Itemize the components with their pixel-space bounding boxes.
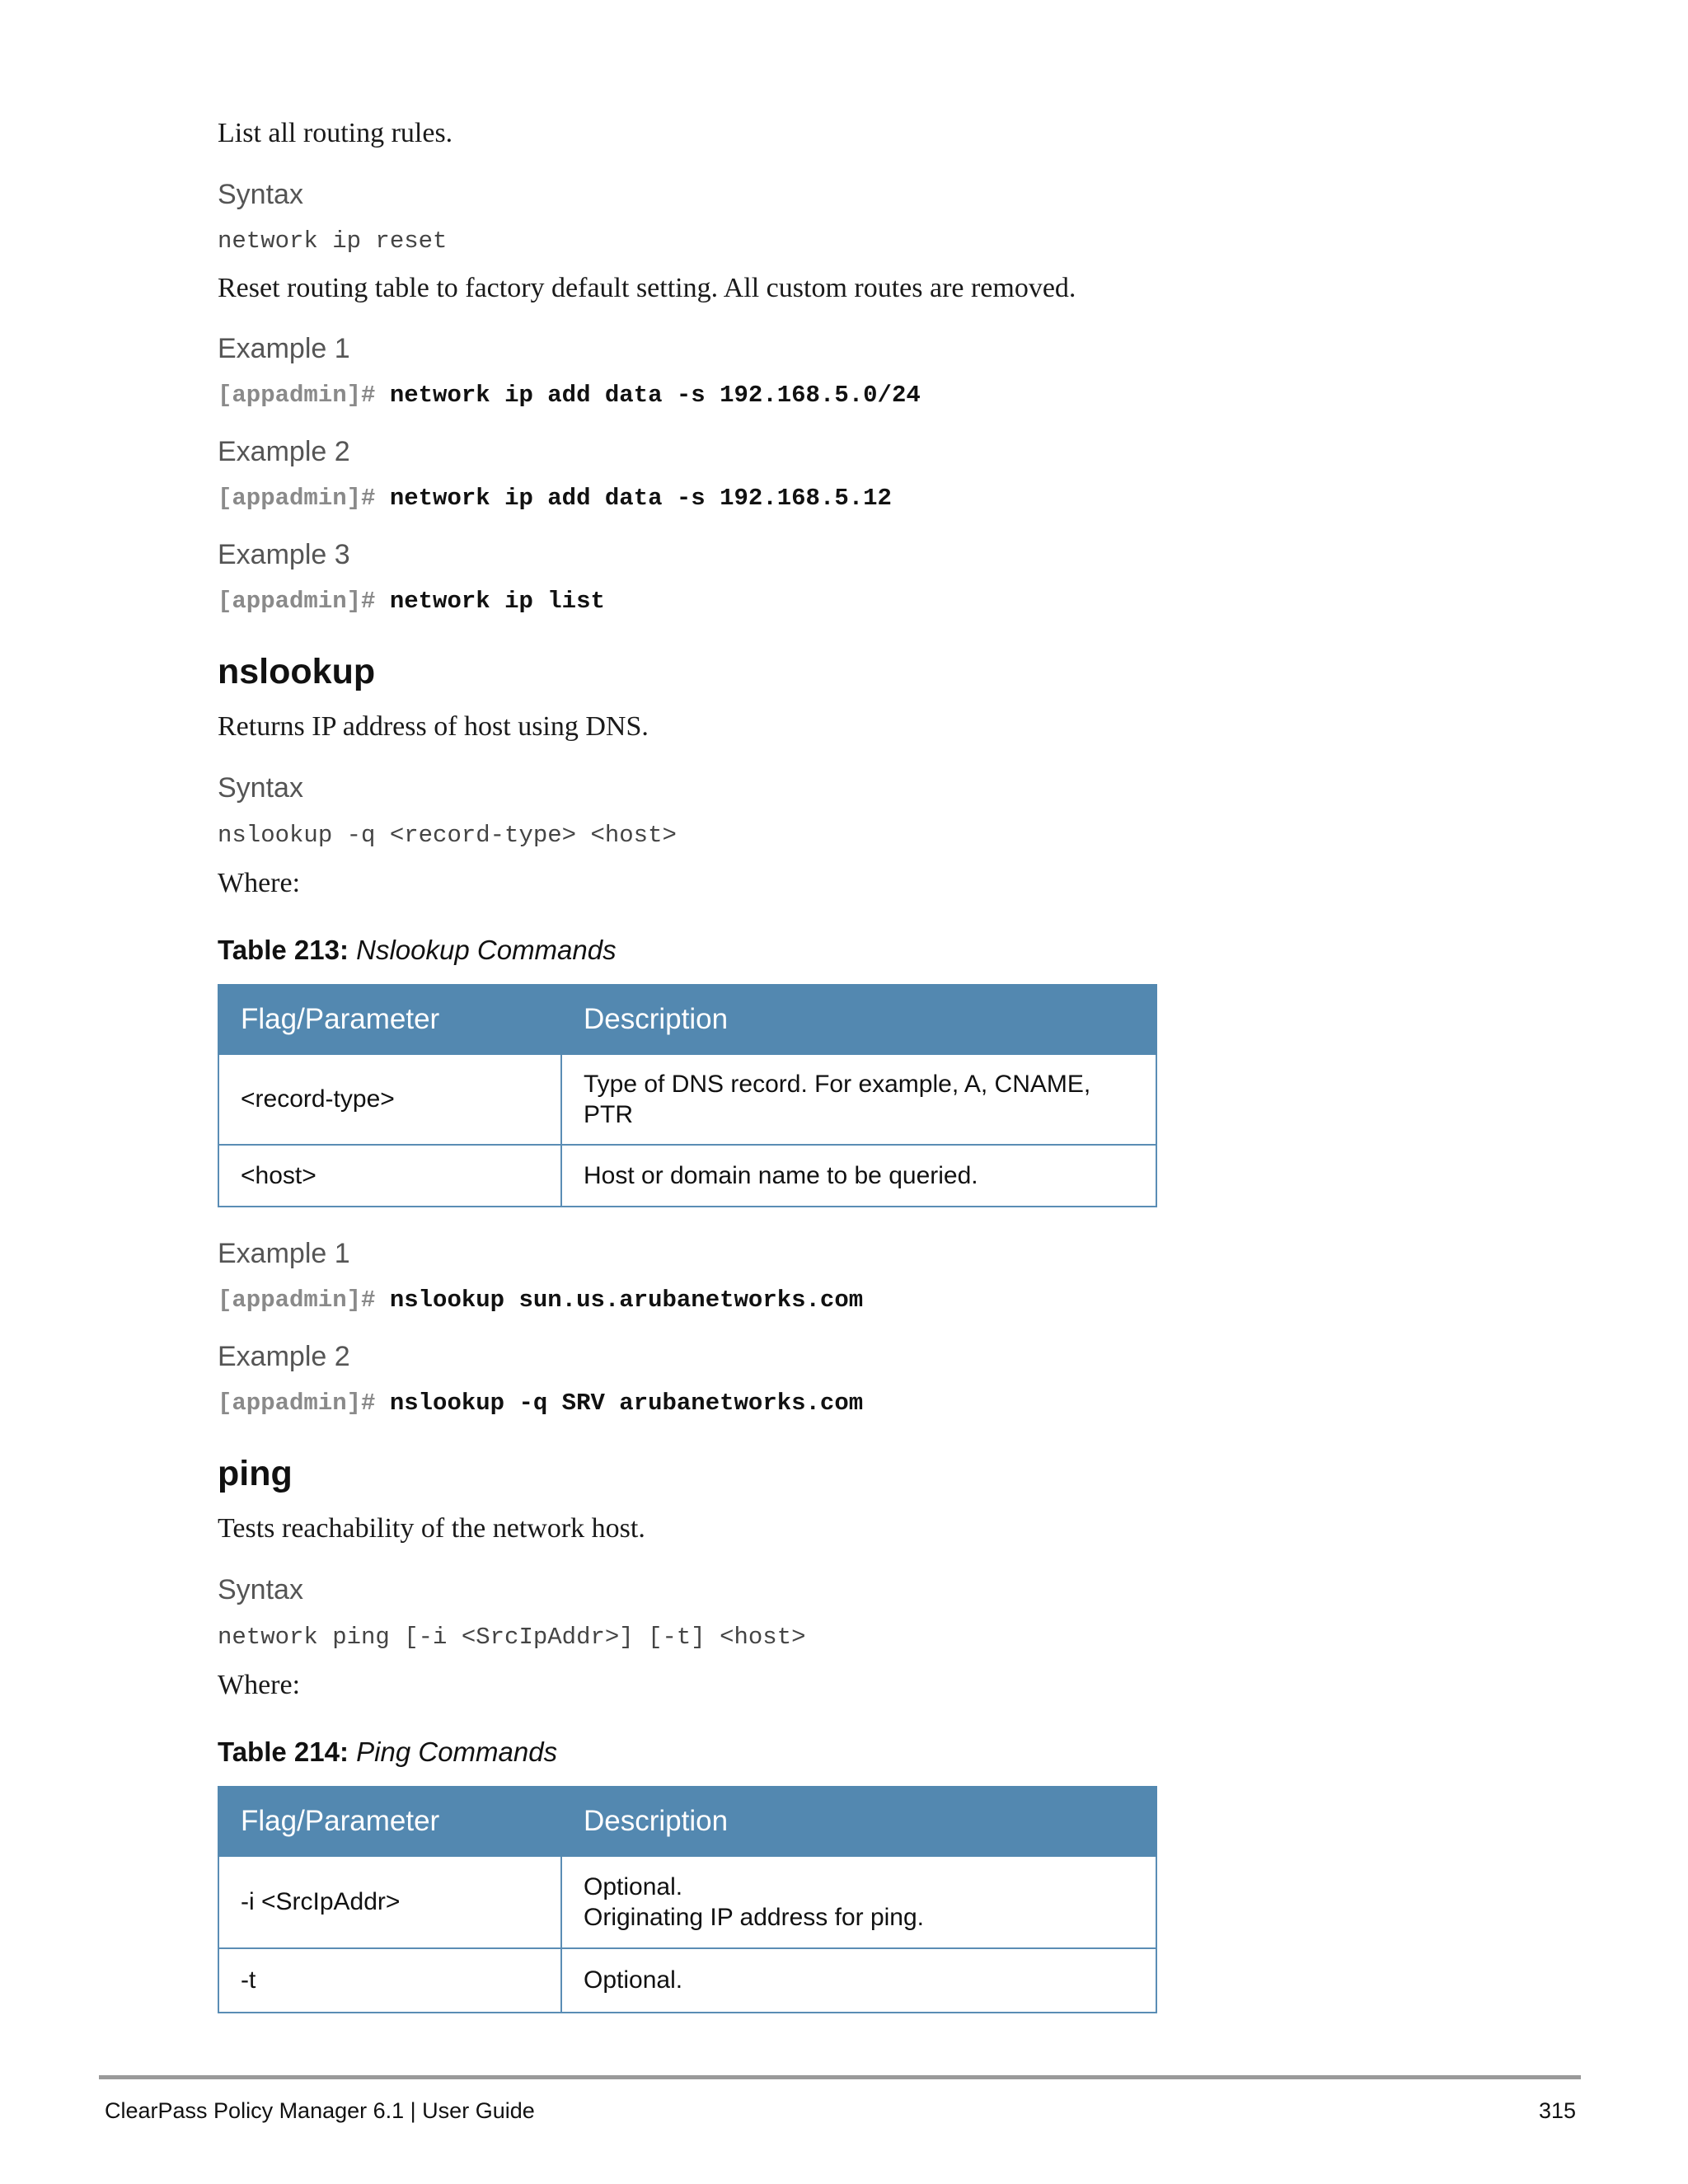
example-3-heading: Example 3	[218, 539, 350, 570]
cell-flag: <host>	[218, 1145, 561, 1207]
nslookup-example-1-command	[218, 1287, 863, 1314]
prompt: [appadmin]#	[218, 1390, 376, 1417]
command-text: nslookup -q SRV arubanetworks.com	[389, 1390, 864, 1417]
description-line: Originating IP address for ping.	[584, 1904, 925, 1931]
nslookup-example-2-command	[218, 1390, 863, 1417]
ping-syntax-line: network ping [-i <SrcIpAddr>] [-t] <host>	[218, 1624, 806, 1651]
caption-number: Table 213:	[218, 935, 349, 965]
caption-number: Table 214:	[218, 1736, 349, 1767]
column-header-flag: Flag/Parameter	[218, 1787, 561, 1856]
table-row	[218, 1948, 1156, 2013]
nslookup-syntax-heading: Syntax	[218, 772, 303, 804]
footer-divider	[99, 2075, 1581, 2079]
description-line: Optional.	[584, 1872, 683, 1900]
prompt: [appadmin]#	[218, 588, 376, 615]
prompt: [appadmin]#	[218, 1286, 376, 1314]
caption-title: Nslookup Commands	[356, 935, 617, 965]
cell-description: Optional.	[561, 1948, 1156, 2013]
syntax-line: network ip reset	[218, 227, 448, 255]
cell-flag: -i <SrcIpAddr>	[218, 1856, 561, 1948]
example-2-heading: Example 2	[218, 436, 350, 467]
nslookup-syntax-line: nslookup -q <record-type> <host>	[218, 822, 677, 849]
nslookup-where: Where:	[218, 868, 301, 898]
table-214-caption	[218, 1737, 557, 1767]
cell-description: Type of DNS record. For example, A, CNAME, PTR	[561, 1054, 1156, 1145]
syntax-heading: Syntax	[218, 179, 303, 210]
nslookup-example-1-heading: Example 1	[218, 1238, 350, 1269]
table-row	[218, 1856, 1156, 1948]
cell-flag: -t	[218, 1948, 561, 2013]
command-text: nslookup sun.us.arubanetworks.com	[389, 1286, 864, 1314]
footer-page-number: 315	[1538, 2098, 1576, 2123]
footer-guide-title: ClearPass Policy Manager 6.1 | User Guide	[105, 2098, 535, 2123]
nslookup-description: Returns IP address of host using DNS.	[218, 711, 649, 742]
cell-flag: <record-type>	[218, 1054, 561, 1145]
reset-description: Reset routing table to factory default setting. All custom routes are removed.	[218, 273, 1076, 303]
example-2-command	[218, 485, 892, 512]
nslookup-section-title: nslookup	[218, 652, 376, 691]
ping-syntax-heading: Syntax	[218, 1574, 303, 1605]
caption-title: Ping Commands	[356, 1736, 558, 1767]
intro-text: List all routing rules.	[218, 118, 453, 148]
ping-commands-table	[218, 1786, 1157, 2013]
column-header-description: Description	[561, 985, 1156, 1054]
command-text: network ip list	[389, 588, 605, 615]
nslookup-example-2-heading: Example 2	[218, 1341, 350, 1372]
ping-section-title: ping	[218, 1454, 293, 1493]
example-3-command	[218, 588, 605, 615]
nslookup-commands-table	[218, 984, 1157, 1207]
cell-description	[561, 1856, 1156, 1948]
table-213-caption	[218, 935, 617, 965]
table-header-row	[218, 1787, 1156, 1856]
table-row	[218, 1054, 1156, 1145]
command-text: network ip add data -s 192.168.5.0/24	[389, 382, 921, 409]
table-row	[218, 1145, 1156, 1207]
prompt: [appadmin]#	[218, 382, 376, 409]
example-1-command	[218, 382, 921, 409]
cell-description: Host or domain name to be queried.	[561, 1145, 1156, 1207]
column-header-flag: Flag/Parameter	[218, 985, 561, 1054]
column-header-description: Description	[561, 1787, 1156, 1856]
ping-where: Where:	[218, 1670, 301, 1700]
table-header-row	[218, 985, 1156, 1054]
command-text: network ip add data -s 192.168.5.12	[389, 485, 892, 512]
ping-description: Tests reachability of the network host.	[218, 1513, 645, 1544]
prompt: [appadmin]#	[218, 485, 376, 512]
example-1-heading: Example 1	[218, 333, 350, 364]
